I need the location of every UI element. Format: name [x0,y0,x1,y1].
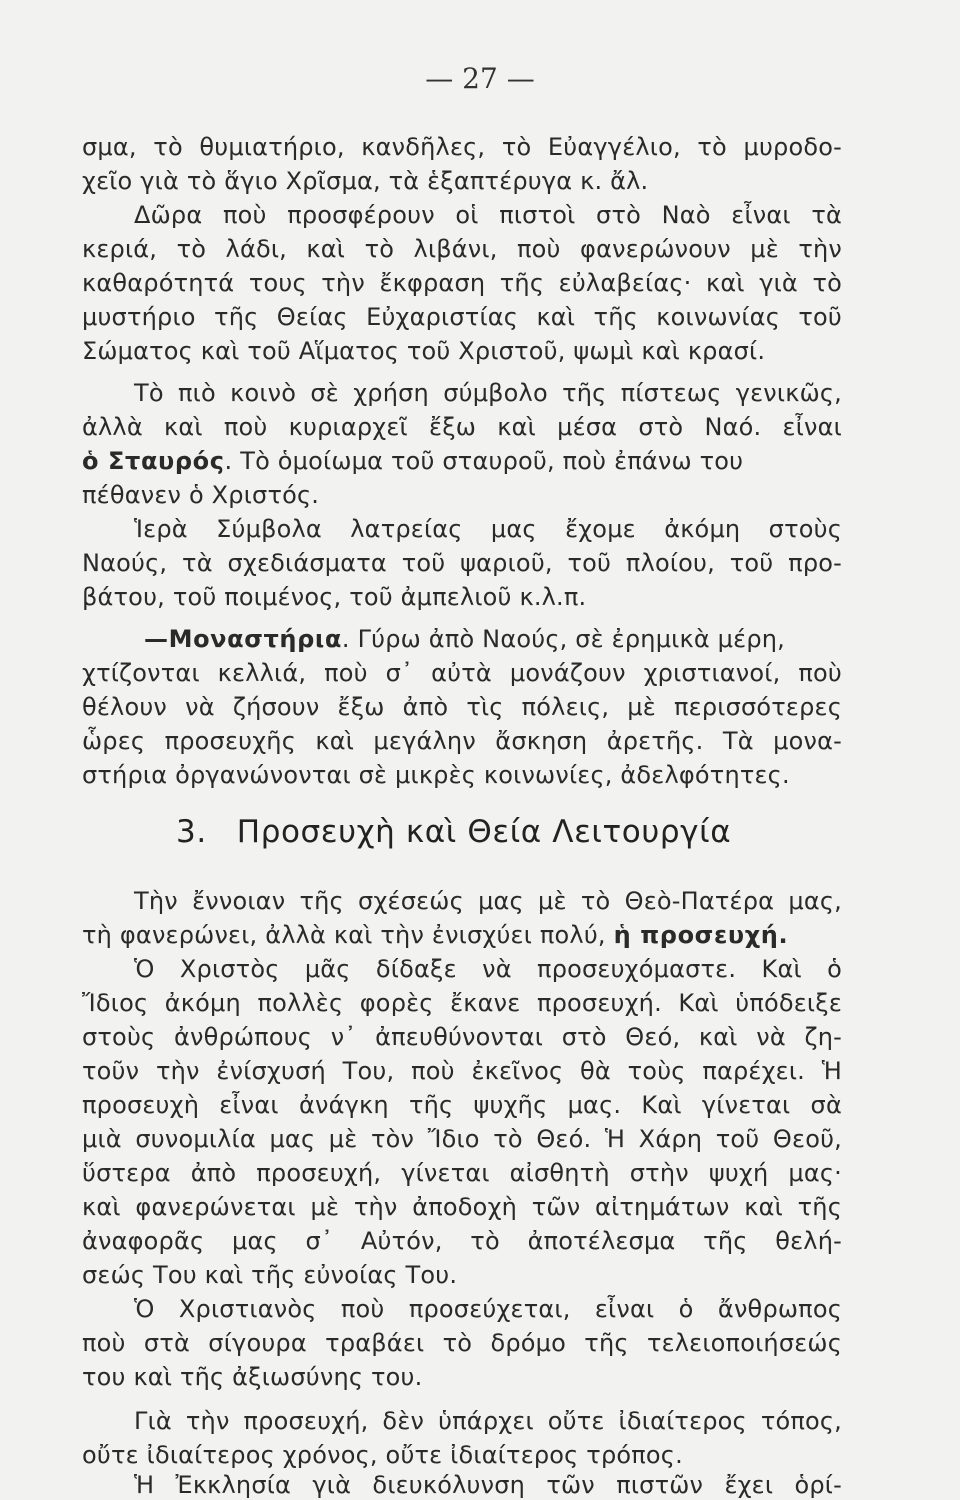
text-line: Ὁ Χριστὸς μᾶς δίδαξε νὰ προσευχόμαστε. Καὶ ὁ [134,955,842,983]
text-line: ἀλλὰ καὶ ποὺ κυριαρχεῖ ἔξω καὶ μέσα στὸ Ναό. εἶναι [82,413,842,441]
text-line: οὔτε ἰδιαίτερος χρόνος, οὔτε ἰδιαίτερος τρόπος. [82,1441,683,1469]
text-line: ποὺ στὰ σίγουρα τραβάει τὸ δρόμο τῆς τελειοποιήσεώς [82,1329,842,1357]
text-line: καὶ φανερώνεται μὲ τὴν ἀποδοχὴ τῶν αἰτημάτων καὶ τῆς [82,1193,842,1221]
prayer-rest: τὴ φανερώνει, ἀλλὰ καὶ τὴν ἐνισχύει πολύ, [82,921,606,949]
monastery-term: —Μοναστήρια [144,625,342,653]
text-line: προσευχὴ εἶναι ἀνάγκη τῆς ψυχῆς μας. Καὶ γίνεται σὰ [82,1091,842,1119]
prayer-line [82,918,842,952]
text-line: πέθανεν ὁ Χριστός. [82,481,320,509]
text-line: στοὺς ἀνθρώπους ν᾽ ἀπευθύνονται στὸ Θεό, καὶ νὰ ζη- [82,1023,842,1051]
text-line: σεώς Του καὶ τῆς εὐνοίας Του. [82,1261,458,1289]
text-line: Τὴν ἔννοιαν τῆς σχέσεώς μας μὲ τὸ Θεὸ-Πατέρα μας, [134,887,842,915]
text-line: σμα, τὸ θυμιατήριο, κανδῆλες, τὸ Εὐαγγέλιο, τὸ μυροδο- [82,133,842,161]
text-line: Ναούς, τὰ σχεδιάσματα τοῦ ψαριοῦ, τοῦ πλοίου, τοῦ προ- [82,549,842,577]
text-line: του καὶ τῆς ἀξιωσύνης του. [82,1363,423,1391]
text-line: Ἱερὰ Σύμβολα λατρείας μας ἔχομε ἀκόμη στοὺς [134,515,842,543]
text-line: βάτου, τοῦ ποιμένος, τοῦ ἀμπελιοῦ κ.λ.π. [82,583,587,611]
text-line: μυστήριο τῆς Θείας Εὐχαριστίας καὶ τῆς κοινωνίας τοῦ [82,303,842,331]
section-number: 3. [176,814,207,850]
prayer-term: ἡ προσευχή. [613,921,789,949]
text-line: τοῦν τὴν ἐνίσχυσή Του, ποὺ ἐκεῖνος θὰ τοὺς παρέχει. Ἡ [82,1057,842,1085]
text-line: χτίζονται κελλιά, ποὺ σ᾽ αὐτὰ μονάζουν χριστιανοί, ποὺ [82,659,842,687]
stavros-rest: . Τὸ ὁμοίωμα τοῦ σταυροῦ, ποὺ ἐπάνω του [224,447,744,475]
text-line: κεριά, τὸ λάδι, καὶ τὸ λιβάνι, ποὺ φανερώνουν μὲ τὴν [82,235,842,263]
text-line: στήρια ὀργανώνονται σὲ μικρὲς κοινωνίες, ἀδελφότητες. [82,761,790,789]
monastery-line [144,622,842,656]
text-line: ὕστερα ἀπὸ προσευχή, γίνεται αἰσθητὴ στὴν ψυχή μας· [82,1159,842,1187]
stavros-line [82,444,842,478]
text-line: ἀναφορᾶς μας σ᾽ Αὐτόν, τὸ ἀποτέλεσμα τῆς θελή- [82,1227,842,1255]
page-number: — 27 — [425,62,535,95]
text-line: Τὸ πιὸ κοινὸ σὲ χρήση σύμβολο τῆς πίστεως γενικῶς, [134,379,842,407]
text-line: Ἡ Ἐκκλησία γιὰ διευκόλυνση τῶν πιστῶν ἔχει ὁρί- [134,1471,842,1499]
text-line: ὧρες προσευχῆς καὶ μεγάλην ἄσκηση ἀρετῆς. Τὰ μονα- [82,727,842,755]
text-line: Ἴδιος ἀκόμη πολλὲς φορὲς ἔκανε προσευχή. Καὶ ὑπόδειξε [82,989,842,1017]
text-line: Ὁ Χριστιανὸς ποὺ προσεύχεται, εἶναι ὁ ἄνθρωπος [134,1295,842,1323]
section-heading [176,814,731,850]
monastery-rest: . Γύρω ἀπὸ Ναούς, σὲ ἐρημικὰ μέρη, [341,625,785,653]
text-line: καθαρότητά τους τὴν ἔκφραση τῆς εὐλαβείας· καὶ γιὰ τὸ [82,269,842,297]
text-line: Σώματος καὶ τοῦ Αἵματος τοῦ Χριστοῦ, ψωμὶ καὶ κρασί. [82,337,766,365]
text-line: μιὰ συνομιλία μας μὲ τὸν Ἴδιο τὸ Θεό. Ἡ Χάρη τοῦ Θεοῦ, [82,1125,842,1153]
text-line: Δῶρα ποὺ προσφέρουν οἱ πιστοὶ στὸ Ναὸ εἶναι τὰ [134,201,842,229]
text-line: χεῖο γιὰ τὸ ἅγιο Χρῖσμα, τὰ ἑξαπτέρυγα κ. ἄλ. [82,167,649,195]
section-title: Προσευχὴ καὶ Θεία Λειτουργία [236,814,732,850]
text-line: θέλουν νὰ ζήσουν ἔξω ἀπὸ τὶς πόλεις, μὲ περισσότερες [82,693,842,721]
stavros-term: ὁ Σταυρός [82,447,225,475]
text-line: Γιὰ τὴν προσευχή, δὲν ὑπάρχει οὔτε ἰδιαίτερος τόπος, [134,1407,842,1435]
